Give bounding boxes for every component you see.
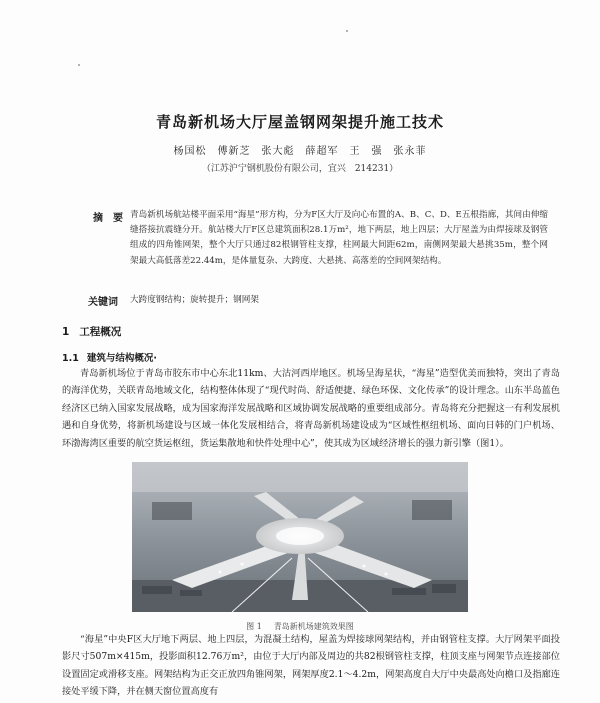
affiliation: （江苏沪宁钢机股份有限公司，宜兴 214231） [201, 164, 399, 174]
figure-number: 图 1 [246, 622, 262, 631]
scan-speck [78, 64, 80, 66]
abstract-text: 青岛新机场航站楼平面采用“海星”形方构，分为F区大厅及向心布置的A、B、C、D、E五根指廊，其间由伸缩缝搭接抗震缝分开。航站楼大厅F区总建筑面积28.1万m²，地下两层，地上四层；大厅屋盖为由焊接球及钢管组成的四角锥网架，整个大厅只通过82根钢管柱支撑，柱网最大间距62m，南侧网架最大悬挑35m，整个网架最大高低落差22.44m，是体量复杂、大跨度、大悬挑、高落差的空间网架结构。 [130, 210, 548, 266]
section-number: 1 [62, 326, 70, 338]
section-title: 工程概况 [79, 326, 122, 338]
abstract-label: 摘 要 [93, 213, 123, 224]
subsection-title: 建筑与结构概况· [86, 353, 157, 364]
keywords-text: 大跨度钢结构；旋转提升；钢网架 [130, 295, 259, 305]
section-heading [62, 324, 121, 339]
scan-speck [346, 30, 348, 32]
keywords-label: 关键词 [88, 297, 118, 308]
paper-title: 青岛新机场大厅屋盖钢网架提升施工技术 [155, 113, 444, 131]
airport-rendering-figure [132, 462, 468, 612]
subsection-heading [62, 350, 157, 364]
subsection-number: 1.1 [62, 353, 79, 364]
body-paragraph: “海星”中央F区大厅地下两层、地上四层，为混凝土结构，屋盖为焊接球网架结构，并由钢管柱支撑。大厅网架平面投影尺寸507m×415m，投影面积12.76万m²，由位于大厅内部及周边的共82根钢管柱支撑，柱顶支座与网架节点连接部位设置固定或滑移支座。网架结构为正交正放四角锥网架，网架厚度2.1～4.2m，网架高度自大厅中央最高处向檐口及指廊连接处平缓下降，并在侧天窗位置高度有 [62, 634, 560, 698]
airport-aerial-image [132, 462, 468, 612]
author-list: 杨国松 傅新芝 张大彪 薛超军 王 强 张永菲 [173, 146, 427, 157]
body-paragraph: 青岛新机场位于青岛市胶东市中心东北11km、大沽河西岸地区。机场呈海星状，“海星”造型优美而独特，突出了青岛的海洋优势，关联青岛地域文化，结构整体体现了“现代时尚、舒适便捷、绿色环保、文化传承”的设计理念。山东半岛蓝色经济区已纳入国家发展战略，成为国家海洋发展战略和区域协调发展战略的重要组成部分。青岛将充分把握这一有利发展机遇和自身优势，将新机场建设与区域一体化发展相结合，将青岛新机场建设成为“区域性枢纽机场、面向日韩的门户机场、环渤海湾区重要的航空货运枢纽，货运集散地和快件处理中心”，使其成为区域经济增长的强力新引擎（图1）。 [62, 368, 560, 449]
figure-caption-text: 青岛新机场建筑效果图 [273, 622, 354, 631]
